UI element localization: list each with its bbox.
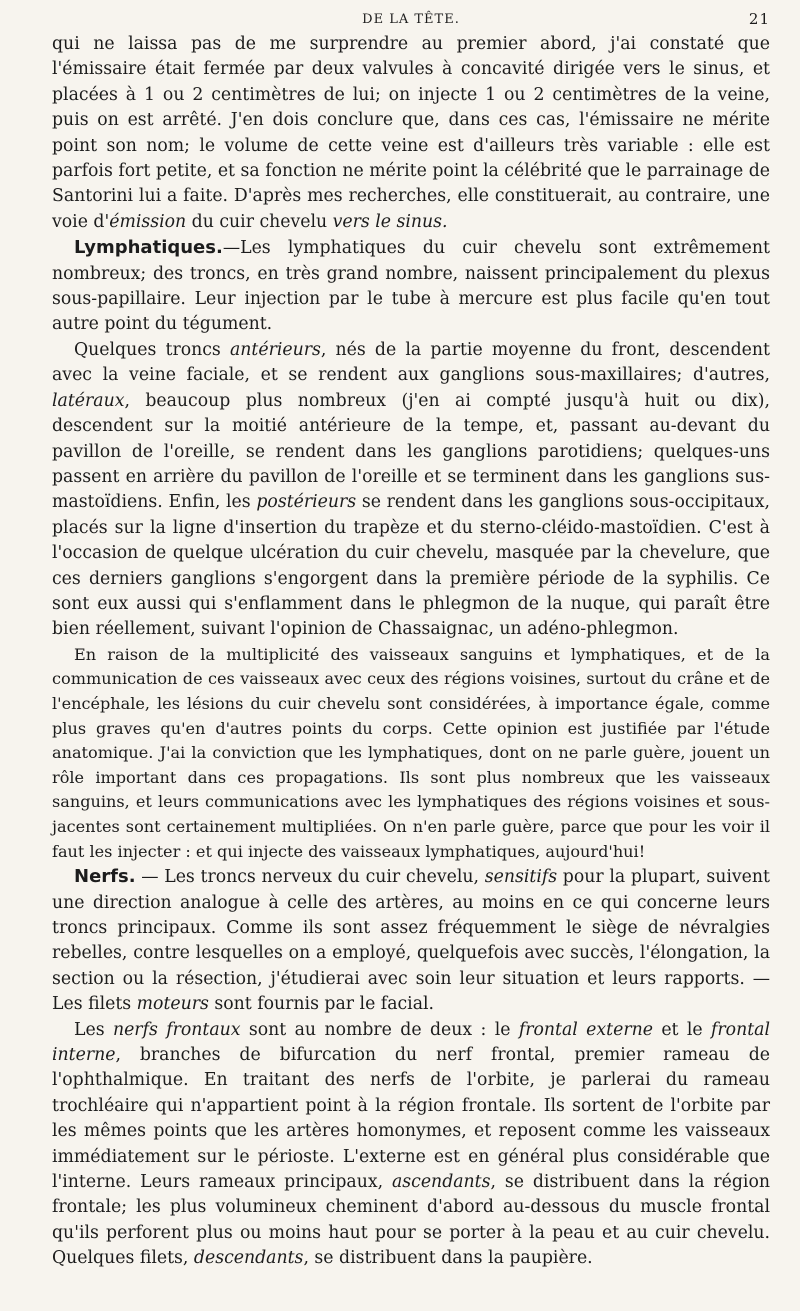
paragraph-lymphatiques	[52, 235, 770, 338]
paragraph-multiplicite: En raison de la multiplicité des vaisseaux sanguins et lymphatiques, et de la communication de ces vaisseaux avec ceux des régions voisines, surtout du crâne et de l'encéphale, les lésions du cuir chevelu sont considérées, à importance égale, comme plus graves qu'en d'autres points du corps. Cette opinion est justifiée par l'étude anatomique. J'ai la conviction que les lymphatiques, dont on ne parle guère, jouent un rôle important dans ces propagations. Ils sont plus nombreux que les vaisseaux sanguins, et leurs communications avec les lymphatiques des régions voisines et sous-jacentes sont certainement multipliées. On n'en parle guère, parce que pour les voir il faut les injecter : et qui injecte des vaisseaux lymphatiques, aujourd'hui!	[52, 644, 770, 861]
italic-term: émission	[109, 211, 187, 232]
paragraph-text: , se distribuent dans la paupière.	[303, 1248, 593, 1269]
italic-term: nerfs frontaux	[112, 1019, 241, 1040]
italic-term: ascendants	[391, 1171, 491, 1192]
paragraph-text: sont fournis par le facial.	[208, 994, 435, 1015]
paragraph-text: —Les lymphatiques du cuir chevelu sont extrêmement nombreux; des troncs, en très grand nombre, naissent principalement du plexus sous-papillaire. Leur injection par le tube à mercure est plus facile qu'en tout autre point du tégument.	[52, 238, 770, 335]
paragraph-troncs	[52, 338, 770, 643]
paragraph-text: sont au nombre de deux : le	[240, 1019, 519, 1040]
italic-term: antérieurs	[229, 339, 321, 360]
italic-term: frontal externe	[518, 1019, 653, 1040]
italic-term: postérieurs	[256, 492, 357, 513]
paragraph-text: se rendent dans les ganglions sous-occipitaux, placés sur la ligne d'insertion du trapèze et du sterno-cléido-mastoïdien. C'est à l'occasion de quelque ulcération du cuir chevelu, masquée par la chevelure, que ces derniers ganglions s'engorgent dans la première période de la syphilis. Ce sont eux aussi qui s'enflamment dans le phlegmon de la nuque, qui paraît être bien réellement, suivant l'opinion de Chassaignac, un adéno-phlegmon.	[52, 492, 770, 640]
italic-term: latéraux	[52, 390, 125, 411]
page-number: 21	[748, 10, 770, 28]
paragraph-text: , nés de la partie moyenne du front, descendent avec la veine faciale, et se rendent aux ganglions sous-maxillaires; d'autres,	[52, 339, 770, 386]
paragraph-text: — Les troncs nerveux du cuir chevelu,	[135, 867, 485, 888]
paragraph-text: Quelques troncs	[74, 339, 230, 360]
paragraph-text: qui ne laissa pas de me surprendre au premier abord, j'ai constaté que l'émissaire était fermée par deux valvules à concavité dirigée vers le sinus, et placées à 1 ou 2 centimètres de lui; on injecte 1 ou 2 centimètres de la veine, puis on est arrêté. J'en dois conclure que, dans ces cas, l'émissaire ne mérite point son nom; le volume de cette veine est d'ailleurs très variable : elle est parfois fort petite, et sa fonction ne mérite point la célébrité que le parrainage de Santorini lui a faite. D'après mes recherches, elle constituerait, au contraire, une voie d'	[52, 34, 770, 232]
paragraph-text: du cuir chevelu	[186, 211, 333, 232]
italic-term: descendants	[193, 1248, 304, 1269]
paragraph-text: , se distribuent dans la région frontale; les plus volumineux cheminent d'abord au-dessous du muscle frontal qu'ils perforent plus ou moins haut pour se porter à la peau et au cuir chevelu. Quelques filets,	[52, 1171, 770, 1269]
paragraph-continuation	[52, 32, 770, 235]
italic-term: vers le sinus.	[332, 211, 448, 232]
paragraph-text: , beaucoup plus nombreux (j'en ai compté jusqu'à huit ou dix), descendent sur la moitié antérieure de la tempe, et, passant au-devant du pavillon de l'oreille, se rendent dans les ganglions parotidiens; quelques-uns passent en arrière du pavillon de l'oreille et se terminent dans les ganglions sus-mastoïdiens. Enfin, les	[52, 390, 770, 513]
italic-term: frontal interne	[52, 1019, 770, 1065]
paragraph-text: , branches de bifurcation du nerf frontal, premier rameau de l'ophthalmique. En traitant des nerfs de l'orbite, je parlerai du rameau trochléaire qui n'appartient point à la région frontale. Ils sortent de l'orbite par les mêmes points que les artères homonymes, et reposent comme les vaisseaux immédiatement sur le périoste. L'externe est en général plus considérable que l'interne. Leurs rameaux principaux,	[52, 1044, 770, 1192]
running-head	[52, 8, 770, 32]
paragraph-text: pour la plupart, suivent une direction analogue à celle des artères, au moins en ce qui concerne leurs troncs principaux. Comme ils sont assez fréquemment le siège de névralgies rebelles, contre lesquelles on a employé, quelquefois avec succès, l'élongation, la section ou la résection, j'étudierai avec soin leur situation et leurs rapports. — Les filets	[52, 867, 770, 1015]
section-heading-lymphatiques: Lymphatiques.	[74, 237, 223, 259]
running-title: DE LA TÊTE.	[362, 12, 460, 27]
paragraph-text: Les	[74, 1019, 113, 1040]
paragraph-text: et le	[652, 1019, 712, 1040]
italic-term: moteurs	[136, 994, 209, 1015]
italic-term: sensitifs	[484, 867, 558, 888]
paragraph-nerfs	[52, 864, 770, 1017]
body-text	[52, 32, 770, 1272]
paragraph-nerfs-frontaux	[52, 1018, 770, 1272]
section-heading-nerfs: Nerfs.	[74, 866, 136, 888]
